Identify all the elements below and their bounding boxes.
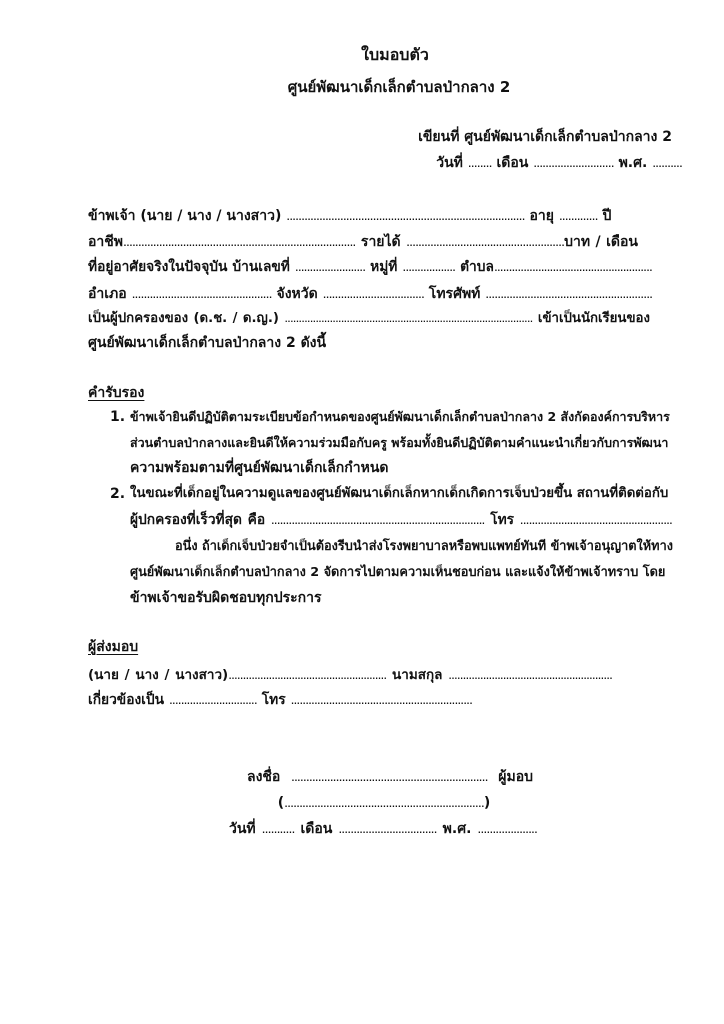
applicant-name-label: ข้าพเจ้า (นาย / นาง / นางสาว) — [88, 208, 282, 224]
deliverer-relation-row — [88, 689, 472, 711]
day-blank: ........ — [467, 154, 492, 170]
signature-name-row — [268, 791, 500, 813]
sign-label: ลงชื่อ — [247, 769, 281, 785]
deliverer-phone-blank: .............................................................. — [290, 692, 473, 707]
item2-number: 2. — [110, 486, 126, 502]
item1-line-1: ข้าพเจ้ายินดีปฏิบัติตามระเบียบข้อกำหนดของศูนย์พัฒนาเด็กเล็กตำบลป่ากลาง 2 สังกัดองค์การบริหาร — [130, 409, 670, 424]
item1-number: 1. — [110, 409, 126, 425]
item2-note-line-2: ศูนย์พัฒนาเด็กเล็กตำบลป่ากลาง 2 จัดการไปตามความเห็นชอบก่อน และแจ้งให้ข้าพเจ้าทราบ โดย — [130, 565, 666, 580]
amphoe-label: อำเภอ — [88, 286, 127, 302]
occupation-blank: .............................................................................. — [123, 233, 356, 249]
guardian-label: เป็นผู้ปกครองของ (ด.ช. / ด.ญ.) — [88, 311, 279, 326]
written-at-place: ศูนย์พัฒนาเด็กเล็กตำบลป่ากลาง 2 — [464, 129, 672, 145]
income-unit: บาท / เดือน — [564, 234, 639, 250]
item1-line-2: ส่วนตำบลป่ากลางและยินดีให้ความร่วมมือกับครู พร้อมทั้งยินดีปฏิบัติตามคำแนะนำเกี่ยวกับการพัฒนา — [130, 435, 669, 450]
item1-line-3: ความพร้อมตามที่ศูนย์พัฒนาเด็กเล็กกำหนด — [130, 460, 389, 476]
moo-label: หมู่ที่ — [370, 259, 398, 275]
item2-note-line-3: ข้าพเจ้าขอรับผิดชอบทุกประการ — [130, 590, 322, 606]
contact-phone-blank: .................................................... — [519, 512, 672, 527]
item2-line-1: ในขณะที่เด็กอยู่ในความดูแลของศูนย์พัฒนาเด็กเล็กหากเด็กเกิดการเจ็บป่วยขึ้น สถานที่ติดต่อกับ — [130, 486, 669, 501]
signature-date-row — [229, 817, 537, 839]
applicant-name-blank: ................................................................................ — [286, 207, 525, 223]
paren-close: ) — [483, 795, 491, 811]
relation-label: เกี่ยวข้องเป็น — [88, 692, 165, 708]
signature-row — [247, 765, 533, 787]
item2-contact-row — [130, 509, 672, 531]
sig-year-label: พ.ศ. — [442, 821, 472, 837]
guardian-row — [88, 307, 650, 329]
contact-blank: ......................................................................... — [270, 512, 485, 527]
deliverer-title-label: (นาย / นาง / นางสาว) — [88, 667, 229, 683]
sig-day-blank: ........... — [261, 820, 295, 836]
phone-blank: ........................................................ — [485, 285, 653, 301]
tambon-label: ตำบล — [460, 259, 494, 275]
province-label: จังหวัด — [276, 286, 318, 302]
certification-heading-text: คำรับรอง — [88, 385, 145, 401]
paren-open: ( — [277, 795, 285, 811]
occupation-row — [88, 230, 638, 252]
deliverer-name-blank: ....................................................... — [228, 667, 387, 682]
age-blank: ............. — [558, 207, 598, 223]
day-label: วันที่ — [436, 155, 463, 171]
sig-month-label: เดือน — [300, 821, 333, 837]
written-at-row — [400, 126, 672, 148]
surname-label: นามสกุล — [392, 667, 443, 683]
month-label: เดือน — [496, 155, 529, 171]
month-blank: ........................... — [533, 154, 614, 170]
deliverer-phone-label: โทร — [261, 692, 286, 708]
written-date-row — [400, 151, 682, 173]
age-label: อายุ — [529, 208, 554, 224]
deliverer-heading-text: ผู้ส่งมอบ — [88, 639, 139, 655]
contact-label: ผู้ปกครองที่เร็วที่สุด คือ — [130, 512, 266, 528]
age-unit: ปี — [602, 208, 612, 224]
income-blank: ..................................................... — [406, 233, 565, 249]
address-row — [88, 256, 652, 278]
sig-year-blank: .................... — [477, 820, 538, 836]
sign-blank: .................................................................. — [290, 768, 488, 784]
contact-phone-label: โทร — [490, 512, 515, 528]
amphoe-blank: ............................................... — [131, 285, 272, 301]
income-label: รายได้ — [360, 234, 401, 250]
province-blank: .................................. — [322, 285, 424, 301]
moo-blank: .................. — [402, 259, 456, 274]
written-at-label: เขียนที่ — [418, 129, 460, 145]
occupation-label: อาชีพ — [88, 234, 123, 250]
phone-label: โทรศัพท์ — [428, 286, 481, 302]
deliverer-name-row — [88, 664, 612, 686]
house-no-blank: ........................ — [294, 259, 366, 274]
year-label: พ.ศ. — [618, 155, 648, 171]
item2-note-line-1: อนึ่ง ถ้าเด็กเจ็บป่วยจำเป็นต้องรีบนำส่งโรงพยาบาลหรือพบแพทย์ทันที ข้าพเจ้าอนุญาตให้ทาง — [175, 539, 673, 554]
relation-blank: .............................. — [168, 692, 257, 707]
document-subtitle: ศูนย์พัฒนาเด็กเล็กตำบลป่ากลาง 2 — [287, 78, 511, 96]
applicant-name-row — [88, 204, 610, 226]
address-label: ที่อยู่อาศัยจริงในปัจจุบัน บ้านเลขที่ — [88, 259, 290, 275]
child-name-blank: ........................................................................................ — [284, 310, 533, 325]
enroll-label: เข้าเป็นนักเรียนของ — [537, 311, 650, 326]
certification-heading — [88, 382, 208, 404]
district-row — [88, 282, 652, 304]
sign-role: ผู้มอบ — [498, 769, 534, 785]
sig-month-blank: ................................. — [338, 820, 437, 836]
year-blank: .......... — [652, 154, 682, 170]
tambon-blank: ...................................................... — [493, 259, 652, 274]
center-line: ศูนย์พัฒนาเด็กเล็กตำบลป่ากลาง 2 ดังนี้ — [88, 335, 327, 351]
signature-name-blank: ................................................................... — [284, 794, 484, 810]
document-title: ใบมอบตัว — [361, 45, 429, 64]
surname-blank: ......................................................... — [448, 667, 612, 682]
deliverer-heading — [88, 636, 208, 658]
sig-day-label: วันที่ — [229, 821, 256, 837]
